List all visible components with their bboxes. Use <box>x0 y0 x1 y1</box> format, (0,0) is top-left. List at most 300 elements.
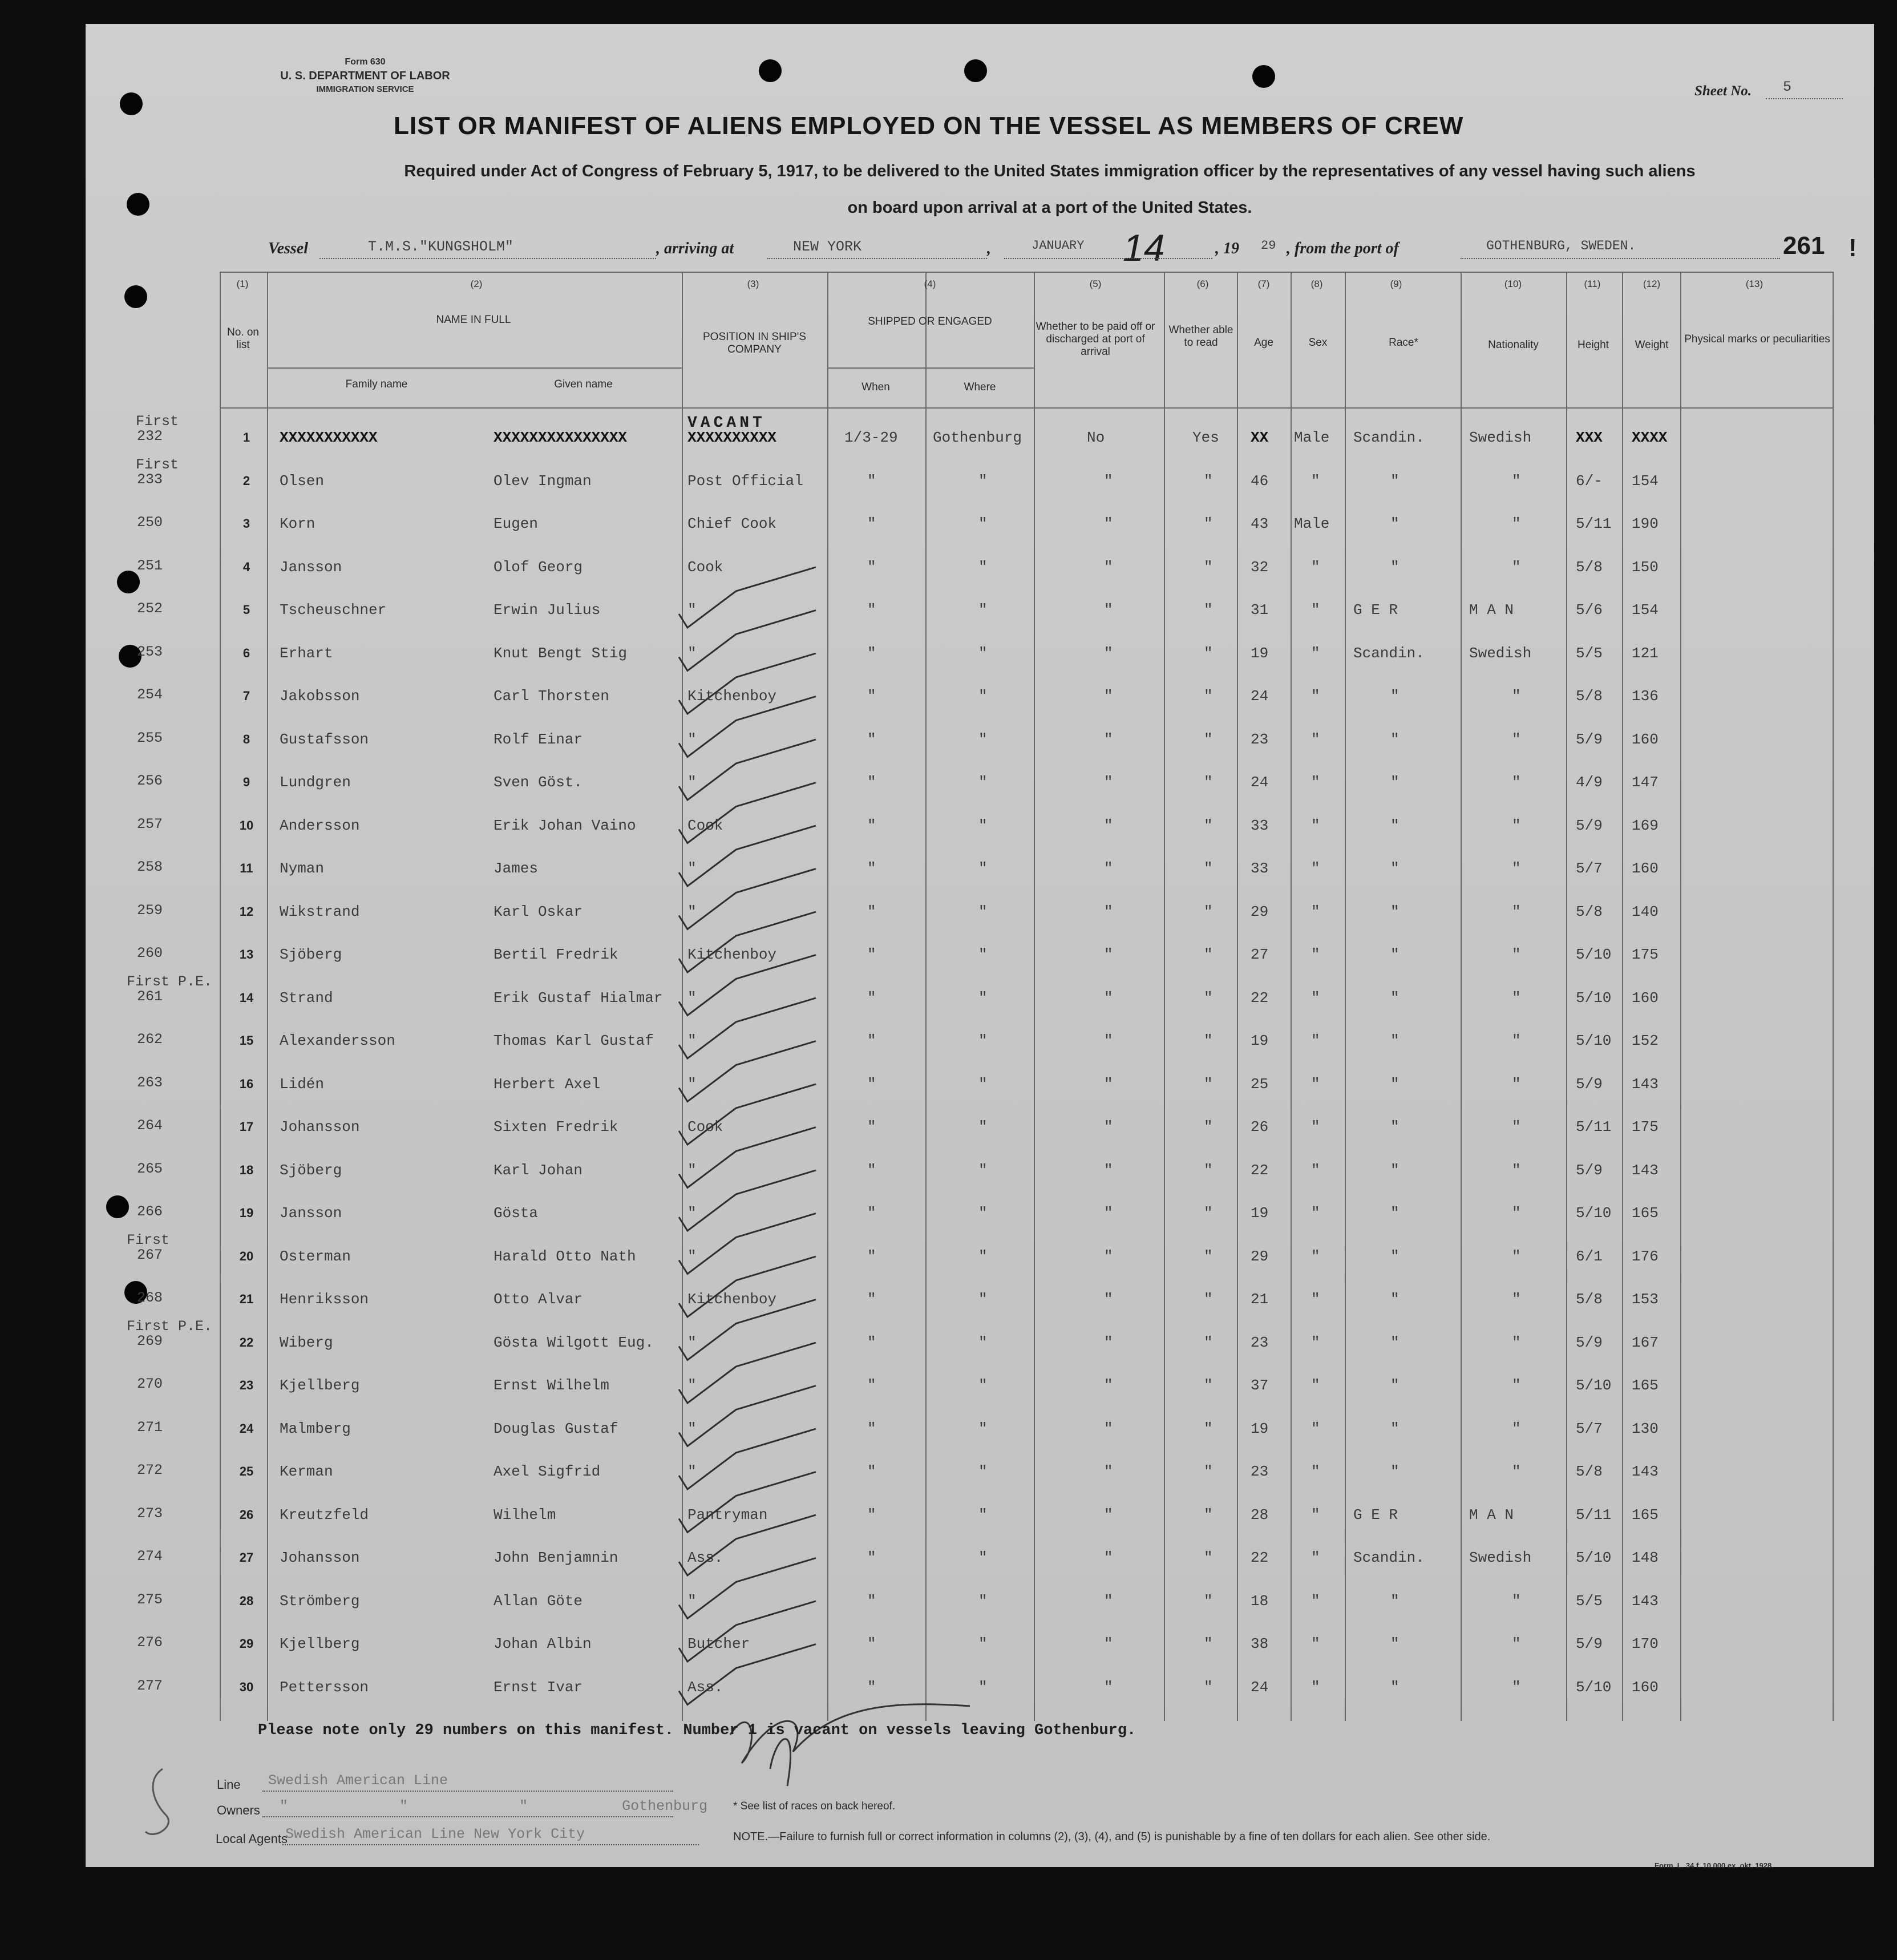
cell-position: " <box>687 860 697 877</box>
margin-number: 232 <box>137 428 163 444</box>
cell-when: " <box>867 1075 876 1093</box>
cell-race: " <box>1390 817 1400 834</box>
cell-paid: " <box>1104 989 1113 1007</box>
cell-where: Gothenburg <box>933 429 1022 446</box>
cell-position: " <box>687 1463 697 1480</box>
cell-position: " <box>687 730 697 748</box>
cell-nat: Swedish <box>1469 1549 1532 1566</box>
line-value: Swedish American Line <box>268 1772 448 1789</box>
cell-weight: 176 <box>1632 1247 1659 1265</box>
cell-race: Scandin. <box>1353 1549 1425 1566</box>
cell-nat: " <box>1512 1592 1521 1610</box>
cell-age: 29 <box>1251 1247 1269 1265</box>
from-port-label: , from the port of <box>1287 240 1399 257</box>
cell-paid: " <box>1104 1506 1113 1523</box>
cell-weight: 143 <box>1632 1161 1659 1179</box>
cell-position: " <box>687 1420 697 1437</box>
cell-position: Ass. <box>687 1549 723 1566</box>
cell-height: 5/10 <box>1576 1205 1612 1222</box>
owners-rule <box>262 1816 673 1817</box>
cell-age: 19 <box>1251 644 1269 662</box>
margin-number: 269 <box>137 1332 163 1349</box>
cell-nat: " <box>1512 1075 1521 1093</box>
cell-given: Olev Ingman <box>494 472 592 490</box>
cell-read: " <box>1204 989 1213 1007</box>
cell-age: 19 <box>1251 1420 1269 1437</box>
cell-nat: " <box>1512 730 1521 748</box>
cell-age: 33 <box>1251 860 1269 877</box>
cell-when: " <box>867 1118 876 1135</box>
cell-race: " <box>1390 1333 1400 1351</box>
margin-number: 250 <box>137 514 163 531</box>
cell-given: Sven Göst. <box>494 774 583 791</box>
col-header-no-on-list: No. on list <box>227 326 259 351</box>
cell-height: 5/5 <box>1576 1592 1603 1610</box>
row-number: 4 <box>242 559 250 574</box>
cell-weight: 175 <box>1632 946 1659 963</box>
cell-given: Herbert Axel <box>494 1075 601 1093</box>
cell-family: Wiberg <box>280 1333 333 1351</box>
agents-value: Swedish American Line New York City <box>285 1826 585 1842</box>
cell-where: " <box>978 1463 988 1480</box>
cell-paid: " <box>1104 1247 1113 1265</box>
cell-nat: " <box>1512 1420 1521 1437</box>
cell-age: 19 <box>1251 1032 1269 1049</box>
department-name: U. S. DEPARTMENT OF LABOR <box>280 70 450 82</box>
cell-given: Erik Gustaf Hialmar <box>494 989 663 1007</box>
cell-sex: " <box>1311 558 1320 576</box>
cell-given: Knut Bengt Stig <box>494 644 628 662</box>
cell-paid: " <box>1104 688 1113 705</box>
cell-read: " <box>1204 1377 1213 1394</box>
cell-race: " <box>1390 946 1400 963</box>
cell-given: Allan Göte <box>494 1592 583 1610</box>
cell-nat: " <box>1512 1205 1521 1222</box>
row-number: 23 <box>239 1378 254 1392</box>
cell-given: Gösta Wilgott Eug. <box>494 1333 654 1351</box>
cell-race: " <box>1390 989 1400 1007</box>
cell-where: " <box>978 688 988 705</box>
cell-when: " <box>867 1377 876 1394</box>
cell-height: 5/10 <box>1576 989 1612 1007</box>
cell-position: Butcher <box>687 1635 750 1652</box>
cell-sex: Male <box>1294 515 1330 532</box>
margin-number: 259 <box>137 902 163 919</box>
cell-nat: " <box>1512 903 1521 920</box>
cell-position: Kitchenboy <box>687 1291 777 1308</box>
cell-where: " <box>978 1247 988 1265</box>
cell-position: " <box>687 774 697 791</box>
cell-family: Nyman <box>280 860 325 877</box>
cell-where: " <box>978 730 988 748</box>
cell-when: " <box>867 558 876 576</box>
cell-sex: " <box>1311 1247 1320 1265</box>
cell-race: " <box>1390 1032 1400 1049</box>
cell-nat: " <box>1512 1291 1521 1308</box>
cell-when: " <box>867 1678 876 1696</box>
cell-weight: 154 <box>1632 601 1659 619</box>
cell-read: " <box>1204 1161 1213 1179</box>
cell-sex: " <box>1311 1032 1320 1049</box>
cell-height: 5/10 <box>1576 1549 1612 1566</box>
cell-given: Johan Albin <box>494 1635 592 1652</box>
cell-sex: " <box>1311 1463 1320 1480</box>
cell-when: " <box>867 1032 876 1049</box>
col-header-family: Family name <box>345 378 408 390</box>
cell-age: 22 <box>1251 1161 1269 1179</box>
cell-weight: 136 <box>1632 688 1659 705</box>
cell-paid: " <box>1104 817 1113 834</box>
cell-given: Ernst Wilhelm <box>494 1377 609 1394</box>
row-number: 8 <box>242 732 250 746</box>
cell-paid: " <box>1104 1549 1113 1566</box>
cell-sex: " <box>1311 1075 1320 1093</box>
cell-age: 23 <box>1251 1463 1269 1480</box>
cell-position: Ass. <box>687 1678 723 1696</box>
cell-nat: " <box>1512 817 1521 834</box>
cell-where: " <box>978 1205 988 1222</box>
cell-height: 5/9 <box>1576 1161 1603 1179</box>
cell-height: 5/8 <box>1576 1291 1603 1308</box>
cell-sex: " <box>1311 1377 1320 1394</box>
cell-read: " <box>1204 1291 1213 1308</box>
col-header-sex: Sex <box>1308 337 1328 349</box>
cell-when: " <box>867 1420 876 1437</box>
cell-sex: " <box>1311 1291 1320 1308</box>
manifest-number: 261 <box>1783 232 1825 260</box>
cell-age: 24 <box>1251 688 1269 705</box>
cell-nat: M A N <box>1469 601 1514 619</box>
col-num-7: (7) <box>1257 278 1270 289</box>
year-label: , 19 <box>1215 240 1239 257</box>
margin-number: 265 <box>137 1160 163 1177</box>
row-number: 1 <box>242 430 250 444</box>
cell-read: " <box>1204 903 1213 920</box>
cell-nat: " <box>1512 946 1521 963</box>
col-header-position: POSITION IN SHIP'S COMPANY <box>703 331 806 355</box>
cell-read: " <box>1204 1592 1213 1610</box>
row-number: 22 <box>239 1335 254 1349</box>
cell-weight: 154 <box>1632 472 1659 490</box>
col-header-marks: Physical marks or peculiarities <box>1684 333 1830 345</box>
cell-sex: " <box>1311 1678 1320 1696</box>
margin-class: First <box>136 456 179 473</box>
cell-height: 5/6 <box>1576 601 1603 619</box>
cell-family: Jansson <box>280 558 342 576</box>
cell-nat: " <box>1512 1635 1521 1652</box>
col-header-weight: Weight <box>1635 339 1669 351</box>
col-header-where: Where <box>964 381 996 393</box>
cell-family: Gustafsson <box>280 730 369 748</box>
cell-weight: 147 <box>1632 774 1659 791</box>
margin-number: 268 <box>137 1290 163 1306</box>
cell-paid: " <box>1104 1377 1113 1394</box>
races-note: * See list of races on back hereof. <box>733 1800 896 1812</box>
cell-race: Scandin. <box>1353 644 1425 662</box>
cell-position: Cook <box>687 558 723 576</box>
cell-where: " <box>978 1075 988 1093</box>
cell-nat: " <box>1512 989 1521 1007</box>
cell-race: " <box>1390 1118 1400 1135</box>
col-header-able-read: Whether able to read <box>1168 324 1233 349</box>
cell-where: " <box>978 1549 988 1566</box>
cell-weight: 143 <box>1632 1463 1659 1480</box>
cell-read: " <box>1204 1075 1213 1093</box>
cell-paid: " <box>1104 601 1113 619</box>
cell-read: " <box>1204 558 1213 576</box>
cell-age: XX <box>1251 429 1269 446</box>
cell-paid: " <box>1104 515 1113 532</box>
signature <box>730 1704 970 1786</box>
cell-family: Osterman <box>280 1247 351 1265</box>
cell-given: Olof Georg <box>494 558 583 576</box>
row-number: 9 <box>242 775 250 789</box>
cell-height: XXX <box>1576 429 1603 446</box>
cell-race: " <box>1390 860 1400 877</box>
cell-where: " <box>978 472 988 490</box>
col-num-10: (10) <box>1504 278 1522 289</box>
cell-family: Henriksson <box>280 1291 369 1308</box>
cell-height: 5/9 <box>1576 1333 1603 1351</box>
cell-nat: Swedish <box>1469 429 1532 446</box>
cell-weight: 170 <box>1632 1635 1659 1652</box>
cell-weight: 121 <box>1632 644 1659 662</box>
row-number: 11 <box>240 861 253 875</box>
cell-weight: 152 <box>1632 1032 1659 1049</box>
cell-race: Scandin. <box>1353 429 1425 446</box>
cell-weight: 140 <box>1632 903 1659 920</box>
cell-nat: Swedish <box>1469 644 1532 662</box>
cell-read: " <box>1204 472 1213 490</box>
comma-1: , <box>987 240 991 257</box>
cell-age: 43 <box>1251 515 1269 532</box>
cell-weight: 167 <box>1632 1333 1659 1351</box>
cell-age: 24 <box>1251 774 1269 791</box>
col-header-given: Given name <box>554 378 613 390</box>
margin-number: 262 <box>137 1031 163 1048</box>
cell-sex: " <box>1311 1549 1320 1566</box>
cell-race: " <box>1390 730 1400 748</box>
cell-paid: " <box>1104 558 1113 576</box>
cell-weight: 190 <box>1632 515 1659 532</box>
cell-sex: " <box>1311 1333 1320 1351</box>
margin-number: 254 <box>137 686 163 703</box>
cell-height: 5/5 <box>1576 644 1603 662</box>
cell-read: " <box>1204 730 1213 748</box>
cell-paid: " <box>1104 1075 1113 1093</box>
departure-port: GOTHENBURG, SWEDEN. <box>1486 239 1636 253</box>
cell-where: " <box>978 1420 988 1437</box>
cell-read: Yes <box>1192 429 1219 446</box>
cell-sex: " <box>1311 601 1320 619</box>
col-num-3: (3) <box>747 278 759 289</box>
cell-where: " <box>978 817 988 834</box>
margin-number: 264 <box>137 1117 163 1134</box>
col-num-6: (6) <box>1196 278 1209 289</box>
cell-sex: " <box>1311 817 1320 834</box>
cell-where: " <box>978 1678 988 1696</box>
margin-number: 274 <box>137 1548 163 1565</box>
cell-weight: 165 <box>1632 1506 1659 1523</box>
margin-number: 261 <box>137 988 163 1005</box>
cell-when: " <box>867 730 876 748</box>
cell-family: Andersson <box>280 817 360 834</box>
cell-nat: " <box>1512 774 1521 791</box>
cell-sex: " <box>1311 1592 1320 1610</box>
row-number: 7 <box>242 689 250 703</box>
cell-position: Cook <box>687 817 723 834</box>
cell-when: " <box>867 1592 876 1610</box>
cell-height: 5/11 <box>1576 515 1612 532</box>
row-number: 6 <box>242 645 250 660</box>
cell-height: 5/9 <box>1576 1075 1603 1093</box>
cell-read: " <box>1204 1247 1213 1265</box>
cell-sex: " <box>1311 903 1320 920</box>
cell-race: " <box>1390 1420 1400 1437</box>
margin-number: 257 <box>137 815 163 833</box>
cell-age: 24 <box>1251 1678 1269 1696</box>
cell-given: Bertil Fredrik <box>494 946 618 963</box>
margin-class: First P.E. <box>127 1318 213 1335</box>
cell-age: 31 <box>1251 601 1269 619</box>
cell-sex: " <box>1311 1420 1320 1437</box>
cell-race: " <box>1390 688 1400 705</box>
margin-number: 271 <box>137 1419 163 1436</box>
margin-class: First <box>127 1231 170 1248</box>
cell-sex: " <box>1311 774 1320 791</box>
cell-position: Cook <box>687 1118 723 1135</box>
sheet-number: 5 <box>1783 79 1792 95</box>
cell-age: 29 <box>1251 903 1269 920</box>
cell-height: 5/10 <box>1576 1377 1612 1394</box>
cell-family: Lidén <box>280 1075 325 1093</box>
cell-weight: 143 <box>1632 1592 1659 1610</box>
arriving-label: , arriving at <box>656 240 734 257</box>
cell-paid: " <box>1104 1592 1113 1610</box>
cell-when: " <box>867 946 876 963</box>
cell-weight: 130 <box>1632 1420 1659 1437</box>
cell-where: " <box>978 860 988 877</box>
cell-age: 19 <box>1251 1205 1269 1222</box>
cell-given: Eugen <box>494 515 539 532</box>
row-number: 5 <box>242 603 250 617</box>
cell-where: " <box>978 1118 988 1135</box>
subtitle-line-2: on board upon arrival at a port of the United States. <box>847 199 1252 217</box>
margin-number: 263 <box>137 1074 163 1091</box>
cell-read: " <box>1204 1678 1213 1696</box>
cell-given: Wilhelm <box>494 1506 556 1523</box>
cell-weight: 169 <box>1632 817 1659 834</box>
row-number: 29 <box>239 1636 254 1651</box>
cell-height: 5/11 <box>1576 1118 1612 1135</box>
cell-age: 28 <box>1251 1506 1269 1523</box>
cell-position: Kitchenboy <box>687 688 777 705</box>
cell-family: Lundgren <box>280 774 351 791</box>
cell-where: " <box>978 774 988 791</box>
cell-family: Korn <box>280 515 316 532</box>
cell-where: " <box>978 601 988 619</box>
cell-where: " <box>978 989 988 1007</box>
cell-given: Erik Johan Vaino <box>494 817 636 834</box>
col-header-race: Race* <box>1389 337 1418 349</box>
manifest-note: Please note only 29 numbers on this manifest. Number 1 is vacant on vessels leaving Gothenburg. <box>258 1722 1136 1739</box>
cell-when: " <box>867 1161 876 1179</box>
cell-race: " <box>1390 1463 1400 1480</box>
cell-family: Tscheuschner <box>280 601 387 619</box>
line-rule <box>262 1791 673 1792</box>
cell-race: G E R <box>1353 1506 1398 1523</box>
cell-position: " <box>687 1377 697 1394</box>
cell-when: " <box>867 817 876 834</box>
cell-family: Jakobsson <box>280 688 360 705</box>
cell-position: " <box>687 1333 697 1351</box>
margin-number: 253 <box>137 643 163 660</box>
cell-nat: " <box>1512 1333 1521 1351</box>
cell-weight: 150 <box>1632 558 1659 576</box>
col-header-shipped: SHIPPED OR ENGAGED <box>868 316 992 328</box>
margin-number: 233 <box>137 471 163 488</box>
cell-race: " <box>1390 1161 1400 1179</box>
col-header-age: Age <box>1254 337 1273 349</box>
check-mark <box>679 567 816 628</box>
cell-position: " <box>687 644 697 662</box>
cell-family: Sjöberg <box>280 1161 342 1179</box>
cell-weight: 160 <box>1632 730 1659 748</box>
row-number: 30 <box>239 1679 254 1694</box>
cell-sex: Male <box>1294 429 1330 446</box>
row-number: 10 <box>239 818 254 833</box>
cell-race: " <box>1390 515 1400 532</box>
cell-weight: 175 <box>1632 1118 1659 1135</box>
cell-paid: " <box>1104 1420 1113 1437</box>
row-number: 3 <box>242 516 250 531</box>
margin-number: 255 <box>137 729 163 746</box>
arrival-year: 29 <box>1261 239 1276 253</box>
margin-number: 272 <box>137 1462 163 1478</box>
cell-when: " <box>867 1463 876 1480</box>
col-header-when: When <box>861 381 890 393</box>
cell-read: " <box>1204 688 1213 705</box>
margin-number: 276 <box>137 1634 163 1651</box>
cell-paid: " <box>1104 1291 1113 1308</box>
cell-height: 4/9 <box>1576 774 1603 791</box>
margin-number: 266 <box>137 1203 163 1220</box>
row-number: 27 <box>239 1550 254 1565</box>
position-vacant: VACANT <box>687 414 766 432</box>
cell-paid: " <box>1104 1333 1113 1351</box>
margin-number: 270 <box>137 1376 163 1392</box>
cell-race: " <box>1390 558 1400 576</box>
cell-when: " <box>867 860 876 877</box>
cell-when: " <box>867 1291 876 1308</box>
cell-given: XXXXXXXXXXXXXXX <box>494 429 628 446</box>
cell-paid: " <box>1104 1463 1113 1480</box>
cell-paid: " <box>1104 1118 1113 1135</box>
cell-family: Johansson <box>280 1549 360 1566</box>
margin-number: 275 <box>137 1591 163 1608</box>
cell-paid: " <box>1104 1635 1113 1652</box>
cell-given: Carl Thorsten <box>494 688 609 705</box>
cell-race: " <box>1390 1592 1400 1610</box>
cell-sex: " <box>1311 688 1320 705</box>
cell-position: Pantryman <box>687 1506 768 1523</box>
cell-read: " <box>1204 1463 1213 1480</box>
row-number: 26 <box>239 1507 254 1522</box>
cell-family: Pettersson <box>280 1678 369 1696</box>
row-number: 12 <box>239 904 254 919</box>
cell-given: Ernst Ivar <box>494 1678 583 1696</box>
cell-position: Kitchenboy <box>687 946 777 963</box>
